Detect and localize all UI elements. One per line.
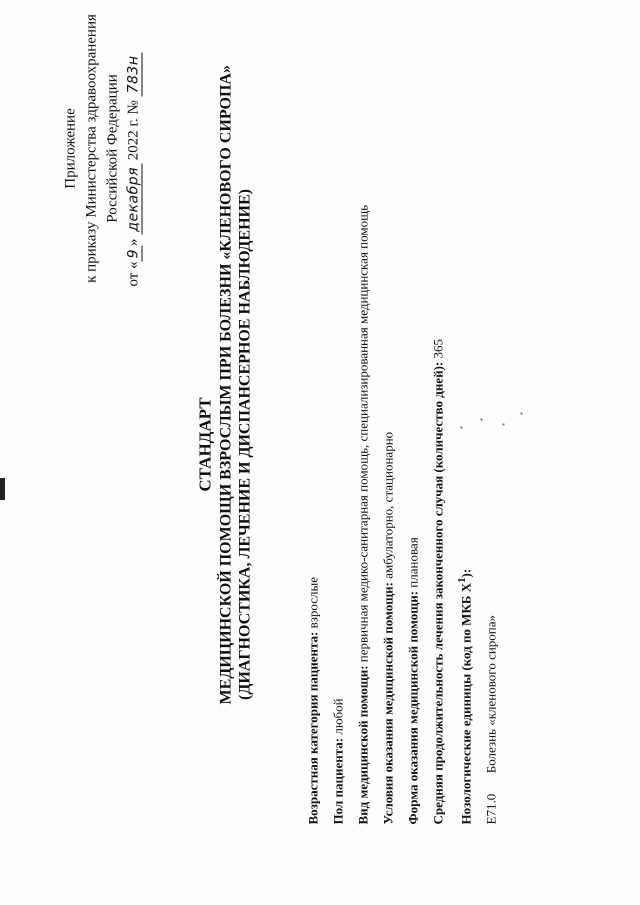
param-conditions-value: амбулаторно, стационарно [380, 431, 396, 579]
appendix-block [61, 0, 145, 299]
title-standard: СТАНДАРТ [195, 397, 215, 492]
standard-title [195, 65, 255, 705]
order-number-handwritten: 783н [126, 53, 143, 97]
appendix-title: Приложение [62, 108, 79, 189]
param-nosology-label [456, 568, 474, 825]
order-prefix: от « [125, 261, 142, 287]
appendix-country: Российской Федерации [104, 74, 121, 223]
param-sex-label: Пол пациента: [330, 737, 346, 825]
rotated-sheet [1, 0, 640, 905]
param-duration-label: Средняя продолжительность лечения законченного случая (количество дней): [430, 361, 446, 825]
nosology-name: Болезнь «кленового сиропа» [483, 614, 499, 774]
order-day-handwritten: 9 [126, 246, 143, 261]
param-type-label: Вид медицинской помощи: [355, 665, 371, 825]
title-sub: (ДИАГНОСТИКА, ЛЕЧЕНИЕ И ДИСПАНСЕРНОЕ НАБЛЮДЕНИЕ) [236, 189, 254, 700]
param-age [301, 25, 326, 825]
param-form [401, 25, 426, 825]
param-conditions-label: Условия оказания медицинской помощи: [380, 582, 396, 825]
scan-speck [521, 413, 523, 415]
param-type [351, 25, 376, 825]
scan-speck [461, 427, 463, 429]
nosology-label-end: ): [458, 568, 474, 578]
scan-speck [481, 419, 483, 421]
title-main: МЕДИЦИНСКОЙ ПОМОЩИ ВЗРОСЛЫМ ПРИ БОЛЕЗНИ «КЛЕНОВОГО СИРОПА» [217, 65, 235, 705]
appendix-order-ref: к приказу Министерства здравоохранения [83, 14, 100, 283]
scan-speck [503, 424, 505, 426]
param-age-label: Возрастная категория пациента: [305, 631, 321, 825]
order-date-line [124, 0, 145, 299]
param-conditions [376, 25, 401, 825]
param-sex-value: любой [330, 698, 346, 735]
nosology-label-text: Нозологические единицы (код по МКБ X [458, 582, 474, 825]
nosology-footnote-mark: 1 [456, 577, 469, 583]
nosology-code: E71.0 [483, 793, 499, 825]
order-mid: » [125, 238, 142, 246]
param-form-value: плановая [405, 537, 421, 588]
param-age-value: взрослые [305, 577, 321, 629]
param-type-value: первичная медико-санитарная помощь, специализированная медицинская помощь [355, 204, 371, 663]
param-duration-value: 365 [430, 339, 446, 359]
order-month-handwritten: декабря [126, 164, 143, 235]
order-year: 2022 г. № [125, 100, 142, 161]
scan-specks [451, 395, 571, 435]
param-sex [326, 25, 351, 825]
param-form-label: Форма оказания медицинской помощи: [405, 590, 421, 825]
param-duration [426, 25, 451, 825]
